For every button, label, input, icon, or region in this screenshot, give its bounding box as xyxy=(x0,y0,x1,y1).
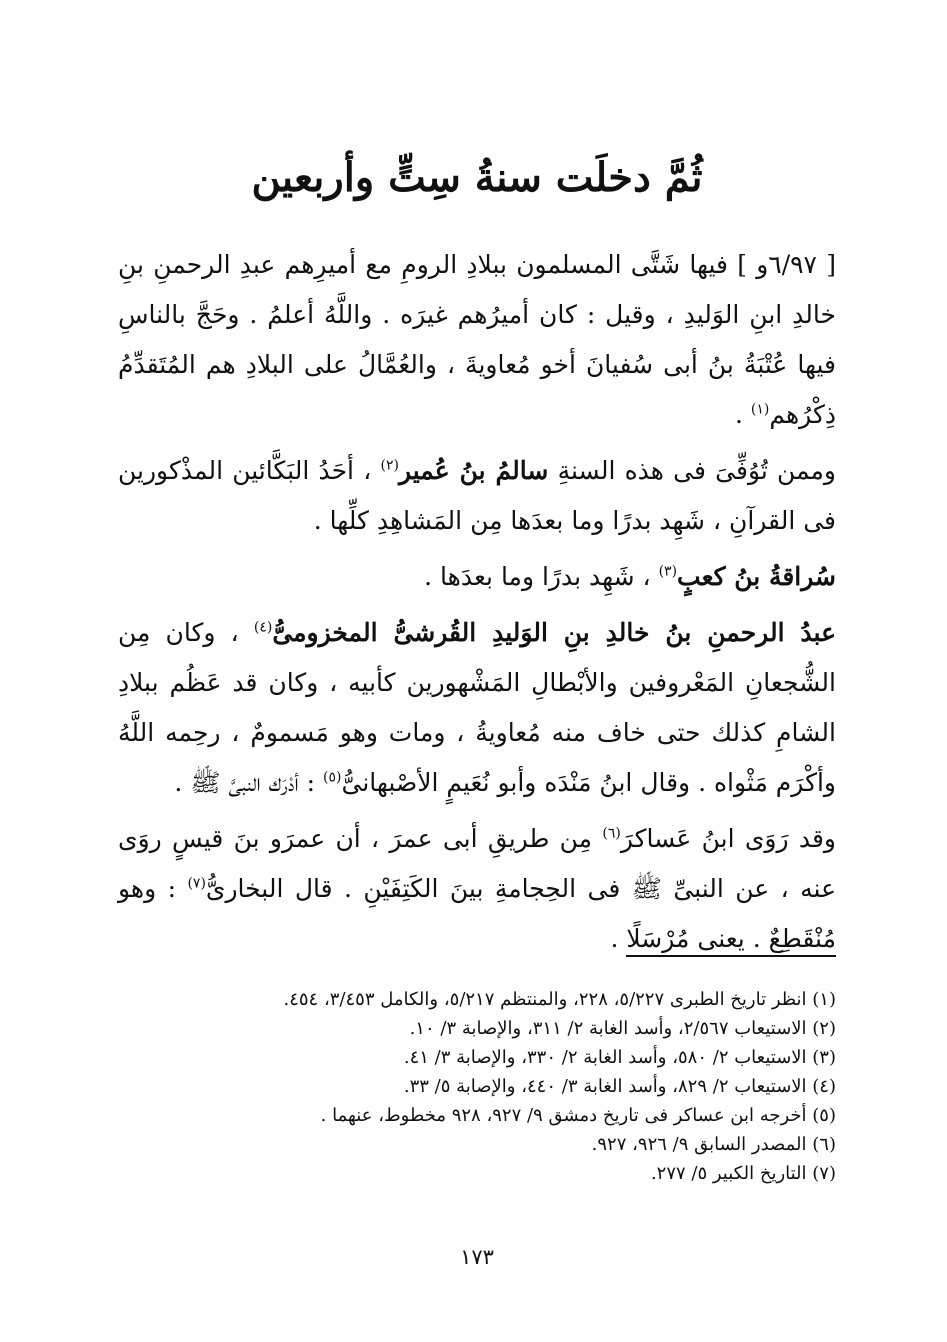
footnote: (٤) الاستيعاب ٢/ ٨٢٩، وأسد الغابة ٣/ ٤٤٠، والإصابة ٥/ ٣٣. xyxy=(403,1076,836,1097)
footnote-ref: (٤) xyxy=(253,619,273,636)
footnote-ref: (٢) xyxy=(380,457,399,474)
footnote: (٢) الاستيعاب ٢/٥٦٧، وأسد الغابة ٢/ ٣١١، والإصابة ٣/ ١٠. xyxy=(409,1018,836,1039)
footnotes xyxy=(118,985,836,1188)
paragraph-text: : وهو مُنْقَطِعٌ . يعنى مُرْسَلًا . xyxy=(118,874,836,953)
paragraph xyxy=(118,608,836,808)
footnote-ref: (٧) xyxy=(187,875,206,892)
paragraph-text: ، شَهِد بدرًا وما بعدَها . xyxy=(424,562,659,591)
main-text xyxy=(118,240,836,964)
paragraph-text: ، وكان مِن الشُّجعانِ المَعْروفين والأبْطالِ المَشْهورين كأبيه ، وكان قد عَظُم ببلادِ الشامِ كذلك حتى خاف منه مُعاويةُ ، ومات وهو مَسمومٌ ، رحِمه اللَّهُ وأكْرَم مَثْواه . وقال ابنُ مَنْدَه وأبو نُعَيمٍ الأصْبهانىُّ xyxy=(118,618,836,797)
footnote: (٧) التاريخ الكبير ٥/ ٢٧٧. xyxy=(650,1163,836,1184)
person-name: سالمُ بنُ عُمير xyxy=(398,456,549,485)
chapter-title: ثُمَّ دخلَت سنةُ سِتٍّ وأربعين xyxy=(251,154,703,201)
paragraph xyxy=(118,446,836,546)
person-name: عبدُ الرحمنِ بنُ خالدِ بنِ الوَليدِ القُرشىُّ المخزومىُّ xyxy=(272,618,836,647)
page-number: ١٧٣ xyxy=(460,1245,494,1269)
paragraph-text: مِن طريقِ أبى عمرَ ، أن عمرَو بنَ قيسٍ روَى عنه ، عن النبىِّ ﷺ فى الحِجامةِ بينَ الكَتِفَيْنِ . قال البخارىُّ xyxy=(118,824,836,903)
footnote: (١) انظر تاريخ الطبرى ٥/٢٢٧، ٢٢٨، والمنتظم ٥/٢١٧، والكامل ٣/٤٥٣، ٤٥٤. xyxy=(283,989,836,1010)
person-name: سُراقةُ بنُ كعبٍ xyxy=(677,562,836,591)
footnote-ref: (٦) xyxy=(602,825,621,842)
footnote-ref: (٣) xyxy=(658,563,678,580)
paragraph-text: : أدْرَك النبىَّ ﷺ . xyxy=(174,768,324,797)
paragraph xyxy=(118,240,836,440)
paragraph-text: وممن تُوُفِّىَ فى هذه السنةِ xyxy=(548,456,836,485)
paragraph-text: وقد رَوَى ابنُ عَساكرَ xyxy=(620,824,836,853)
paragraph-text: [ ٦/٩٧و ] فيها شَتَّى المسلمون ببلادِ الرومِ مع أميرِهم عبدِ الرحمنِ بنِ خالدِ ابنِ الوَليدِ ، وقيل : كان أميرُهم غيرَه . واللَّهُ أعلمُ . وحَجَّ بالناسِ فيها عُتْبَةُ بنُ أبى سُفيانَ أخو مُعاويةَ ، والعُمَّالُ على البلادِ هم المُتَقدِّمُ ذِكْرُهم xyxy=(118,250,836,429)
book-page xyxy=(118,0,836,1342)
paragraph xyxy=(118,552,836,602)
footnote: (٥) أخرجه ابن عساكر فى تاريخ دمشق ٩/ ٩٢٧، ٩٢٨ مخطوط، عنهما . xyxy=(320,1105,836,1126)
footnote-ref: (١) xyxy=(750,401,770,418)
paragraph-text: . xyxy=(734,400,751,429)
footnote: (٣) الاستيعاب ٢/ ٥٨٠، وأسد الغابة ٢/ ٣٣٠، والإصابة ٣/ ٤١. xyxy=(403,1047,836,1068)
footnote: (٦) المصدر السابق ٩/ ٩٢٦، ٩٢٧. xyxy=(591,1134,836,1155)
footnote-ref: (٥) xyxy=(323,769,342,786)
footnote-separator xyxy=(626,955,836,957)
paragraph-text: ، أحَدُ البَكَّائين المذْكورين فى القرآنِ ، شَهِد بدرًا وما بعدَها مِن المَشاهِدِ كلِّها . xyxy=(118,456,836,535)
paragraph xyxy=(118,814,836,964)
